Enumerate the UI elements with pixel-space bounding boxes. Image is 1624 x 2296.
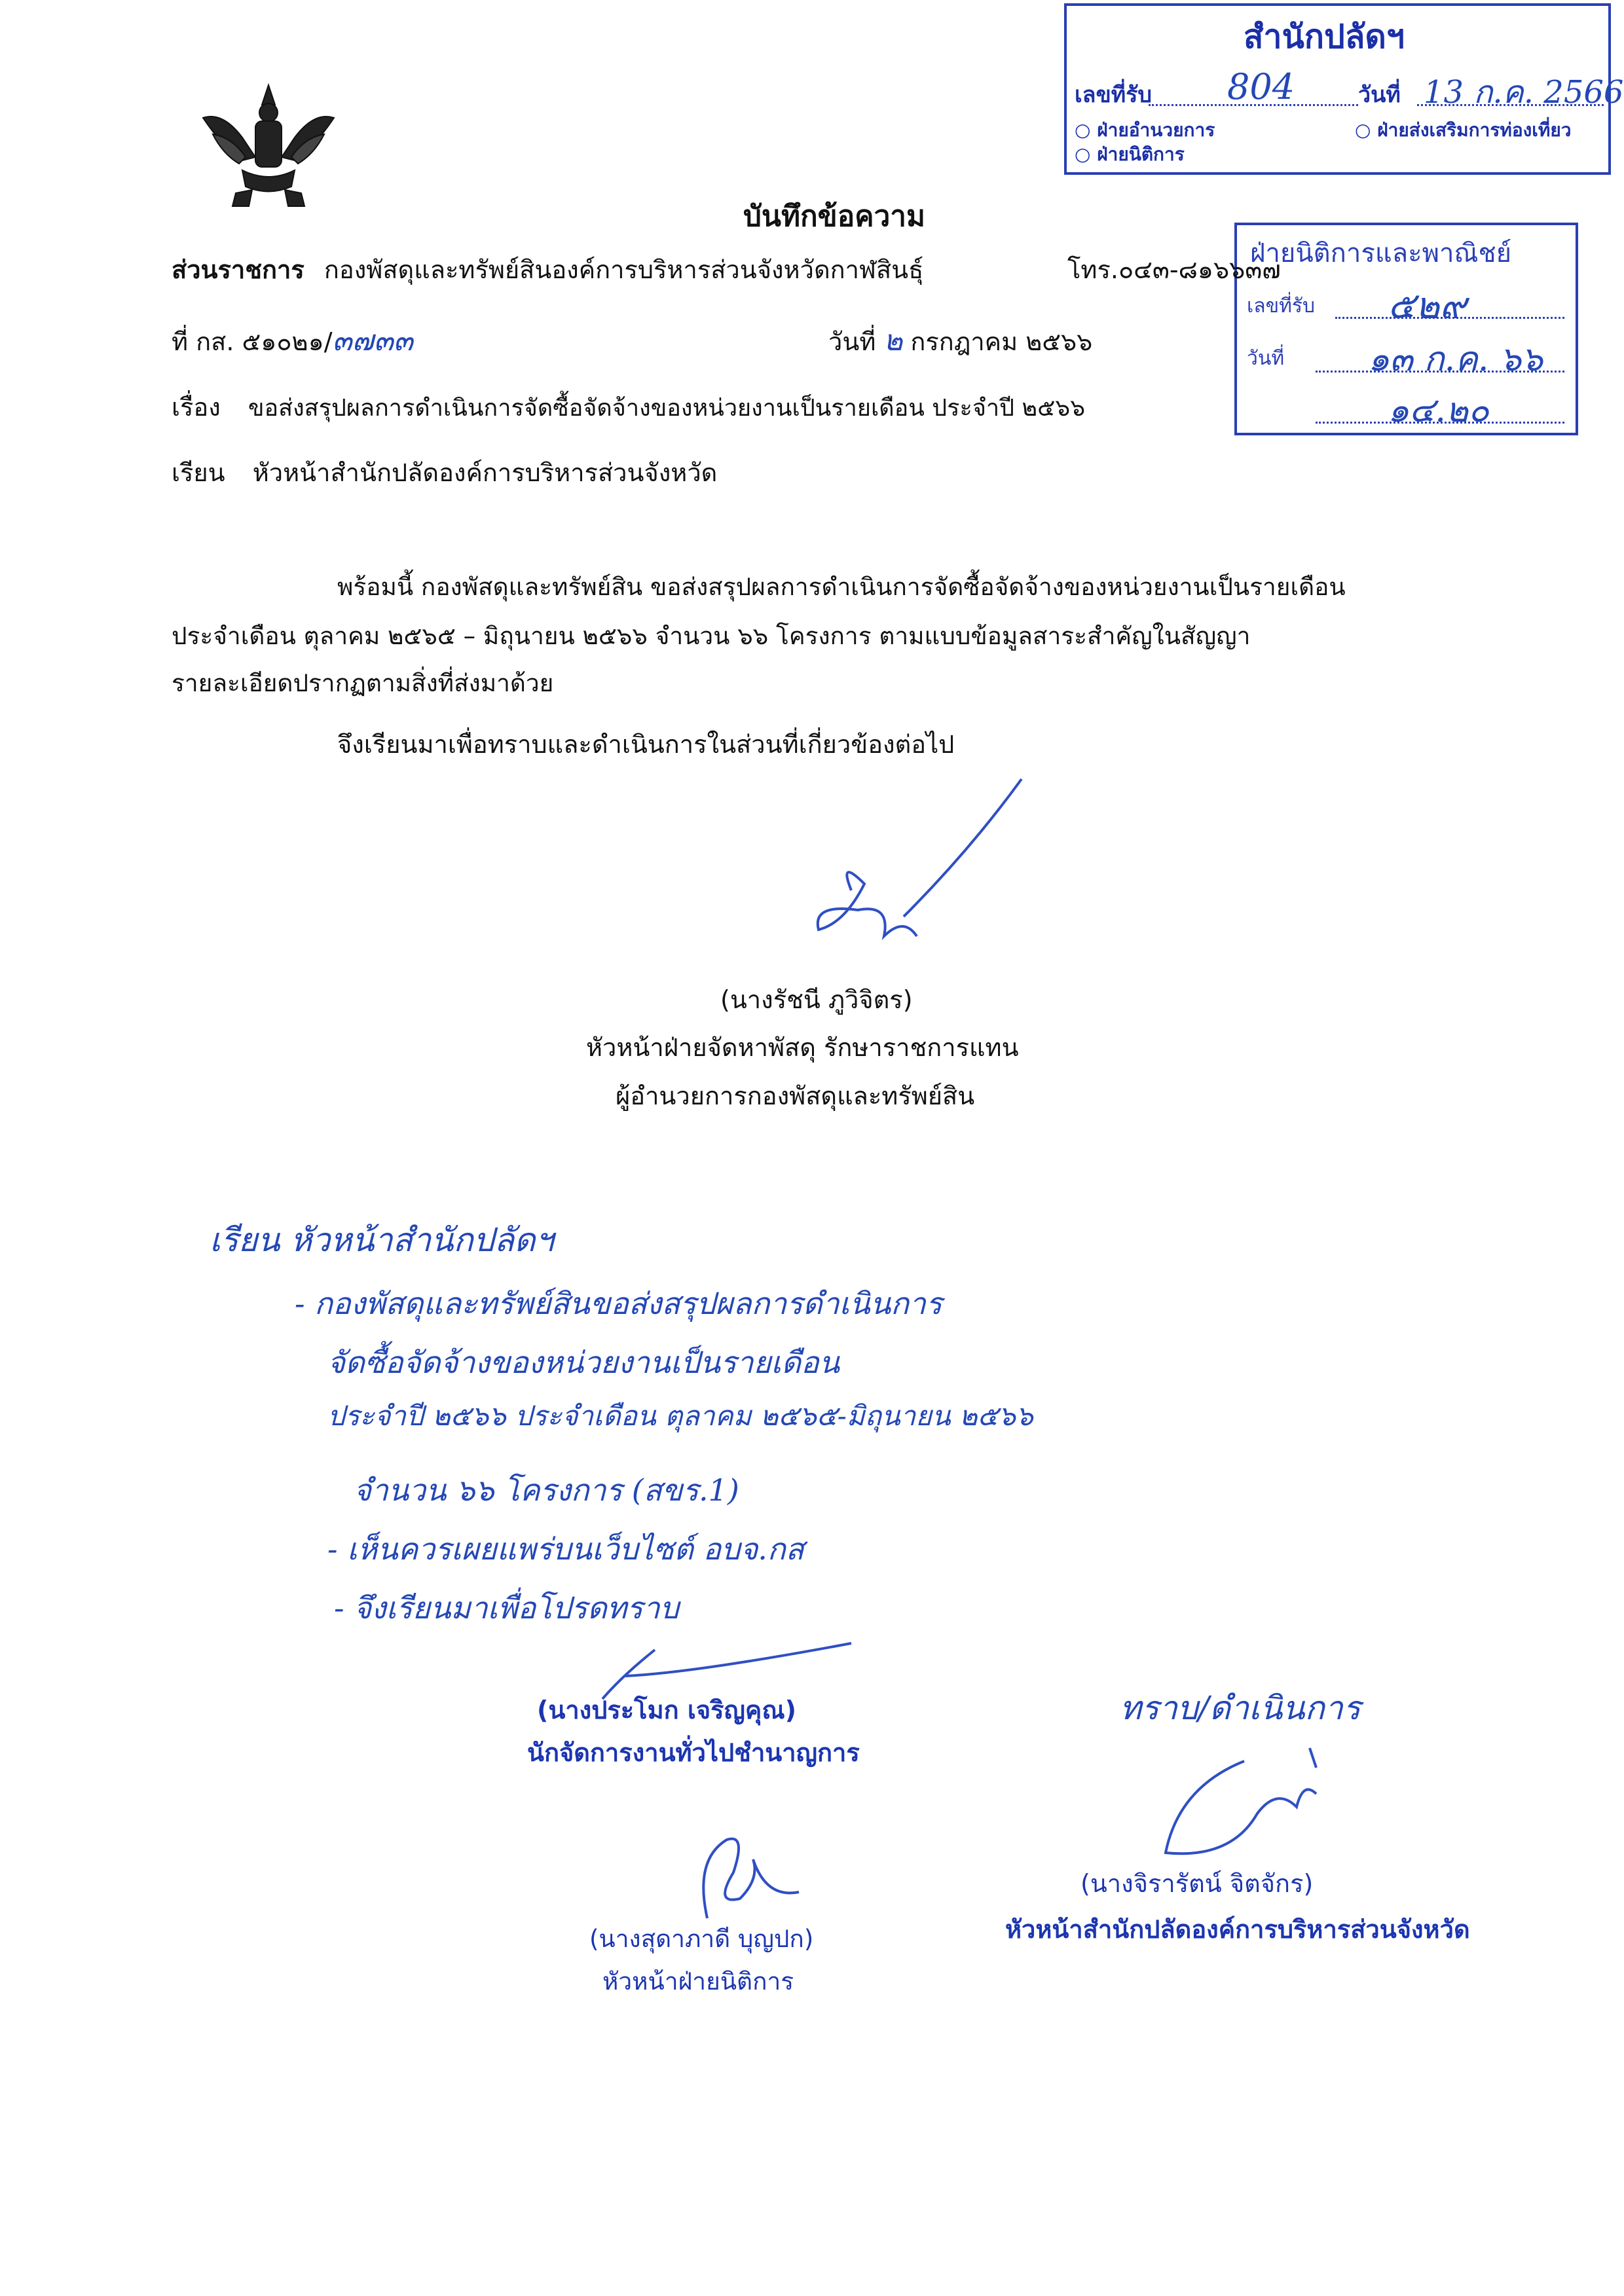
- stamp-legal-title: ฝ่ายนิติการและพาณิชย์: [1250, 238, 1512, 268]
- reference-line: [172, 324, 413, 359]
- legal-head-position: หัวหน้าฝ่ายนิติการ: [602, 1967, 794, 1995]
- reference-number: ๓๗๓๓: [332, 324, 413, 357]
- agency-value: กองพัสดุและทรัพย์สินองค์การบริหารส่วนจังหวัดกาฬสินธุ์: [323, 255, 924, 284]
- stamp-option-tourism: ○ ฝ่ายส่งเสริมการท่องเที่ยว: [1355, 119, 1572, 141]
- stamp-receive-number: 804: [1227, 66, 1295, 107]
- closing-line: จึงเรียนมาเพื่อทราบและดำเนินการในส่วนที่เกี่ยวข้องต่อไป: [337, 730, 955, 759]
- stamp-legal-date-value: ๑๓ ก.ค. ๖๖: [1368, 340, 1543, 379]
- date-label: วันที่: [828, 327, 876, 356]
- office-receive-stamp: [1064, 3, 1624, 175]
- recipient-value: หัวหน้าสำนักปลัดองค์การบริหารส่วนจังหวัด: [252, 458, 718, 487]
- agency-line: [172, 255, 923, 285]
- stamp-office-title: สำนักปลัดฯ: [1244, 18, 1405, 56]
- legal-head-signature: [668, 1820, 812, 1931]
- note-line-3: จัดซื้อจัดจ้างของหน่วยงานเป็นรายเดือน: [327, 1345, 840, 1380]
- chief-signature: [1139, 1735, 1336, 1866]
- officer-position: นักจัดการงานทั่วไปชำนาญการ: [527, 1738, 860, 1767]
- legal-head-name: (นางสุดาภาดี บุญปก): [589, 1925, 814, 1953]
- stamp-legal-receive-number: ๕๒๙: [1388, 285, 1467, 327]
- agency-label: ส่วนราชการ: [172, 255, 304, 284]
- note-line-4: ประจำปี ๒๕๖๖ ประจำเดือน ตุลาคม ๒๕๖๕-มิถุนายน ๒๕๖๖: [327, 1400, 1033, 1432]
- radio-circle-icon: ○: [1355, 119, 1371, 141]
- stamp-date-value: 13 ก.ค. 2566: [1424, 74, 1624, 111]
- radio-circle-icon: ○: [1075, 143, 1091, 165]
- note-line-6: - เห็นควรเผยแพร่บนเว็บไซต์ อบจ.กส: [327, 1531, 804, 1567]
- chief-note: ทราบ/ดำเนินการ: [1120, 1689, 1361, 1727]
- garuda-emblem: [196, 72, 341, 213]
- note-line-5: จำนวน ๖๖ โครงการ (สขร.1): [354, 1472, 739, 1508]
- stamp-date-label: วันที่: [1358, 82, 1401, 108]
- radio-circle-icon: ○: [1075, 119, 1091, 141]
- main-signature: [773, 773, 1035, 962]
- body-line-1: พร้อมนี้ กองพัสดุและทรัพย์สิน ขอส่งสรุปผลการดำเนินการจัดซื้อจัดจ้างของหน่วยงานเป็นรายเดือน: [337, 573, 1346, 601]
- phone: โทร.๐๔๓-๘๑๖๖๓๗: [1067, 255, 1281, 284]
- chief-position: หัวหน้าสำนักปลัดองค์การบริหารส่วนจังหวัด: [1005, 1915, 1470, 1944]
- legal-receive-stamp: [1234, 223, 1578, 435]
- subject-label: เรื่อง: [172, 393, 221, 422]
- date-day: ๒: [883, 324, 903, 357]
- stamp-legal-time-value: ๑๔.๒๐: [1388, 391, 1489, 430]
- date-month-year: กรกฎาคม ๒๕๖๖: [910, 327, 1093, 356]
- recipient-line: [172, 458, 717, 488]
- reference-prefix: ที่ กส. ๕๑๐๒๑/: [172, 327, 333, 356]
- body-line-3: รายละเอียดปรากฏตามสิ่งที่ส่งมาด้วย: [172, 669, 554, 697]
- recipient-label: เรียน: [172, 458, 225, 487]
- date-line: [828, 324, 1092, 359]
- stamp-legal-receive-label: เลขที่รับ: [1247, 295, 1316, 318]
- officer-signature: [563, 1637, 871, 1702]
- officer-name: (นางประโมก เจริญคุณ): [537, 1696, 796, 1724]
- stamp-option-admin: ○ ฝ่ายอำนวยการ: [1075, 119, 1215, 141]
- note-line-7: - จึงเรียนมาเพื่อโปรดทราบ: [334, 1590, 679, 1626]
- subject-line: [172, 393, 1085, 423]
- signer-name: (นางรัชนี ภูวิจิตร): [720, 985, 913, 1014]
- memo-title: บันทึกข้อความ: [743, 200, 926, 233]
- stamp-legal-date-label: วันที่: [1247, 347, 1285, 370]
- stamp-receive-label: เลขที่รับ: [1075, 82, 1152, 108]
- signer-position-2: ผู้อำนวยการกองพัสดุและทรัพย์สิน: [616, 1082, 975, 1110]
- note-line-2: - กองพัสดุและทรัพย์สินขอส่งสรุปผลการดำเนินการ: [295, 1286, 942, 1321]
- subject-value: ขอส่งสรุปผลการดำเนินการจัดซื้อจัดจ้างของหน่วยงานเป็นรายเดือน ประจำปี ๒๕๖๖: [248, 395, 1086, 422]
- chief-name: (นางจิรารัตน์ จิตจักร): [1080, 1869, 1314, 1898]
- note-line-1: เรียน หัวหน้าสำนักปลัดฯ: [210, 1221, 554, 1259]
- signer-position-1: หัวหน้าฝ่ายจัดหาพัสดุ รักษาราชการแทน: [586, 1033, 1019, 1062]
- stamp-option-legal: ○ ฝ่ายนิติการ: [1075, 143, 1185, 165]
- body-line-2: ประจำเดือน ตุลาคม ๒๕๖๕ – มิถุนายน ๒๕๖๖ จำนวน ๖๖ โครงการ ตามแบบข้อมูลสาระสำคัญในสัญญา: [172, 622, 1251, 650]
